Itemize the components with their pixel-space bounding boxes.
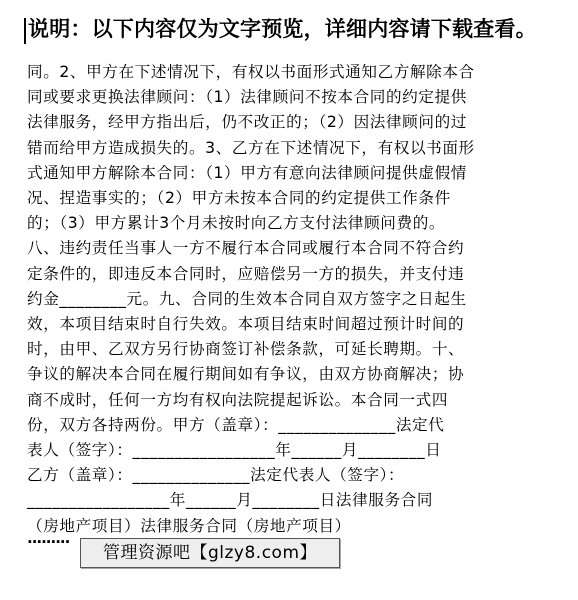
body-line: 式通知甲方解除本合同：（1）甲方有意向法律顾问提供虚假情 (27, 163, 467, 182)
body-line: 错而给甲方造成损失的。3、乙方在下述情况下，有权以书面形 (27, 138, 475, 157)
body-line: 份，双方各持两份。甲方（盖章）：______________法定代 (27, 415, 445, 434)
body-line: 法律服务，经甲方指出后，仍不改正的；（2）因法律顾问的过 (27, 113, 467, 132)
body-line: 八、违约责任当事人一方不履行本合同或履行本合同不符合约 (27, 239, 465, 258)
body-line: 乙方（盖章）：______________法定代表人（签字）： (27, 466, 405, 485)
body-line: 同或要求更换法律顾问：（1）法律顾问不按本合同的约定提供 (27, 88, 467, 107)
body-line: 约金________元。九、合同的生效本合同自双方签字之日起生 (27, 289, 467, 308)
body-line: 的；（3）甲方累计3个月未按时向乙方支付法律顾问费的。 (27, 214, 446, 233)
document-body (27, 60, 555, 539)
body-line: _________________年______月________日法律服务合同 (27, 491, 434, 510)
body-line: 况、捏造事实的；（2）甲方未按本合同的约定提供工作条件 (27, 189, 451, 208)
source-site-link[interactable]: 管理资源吧【glzy8.com】 (80, 538, 340, 568)
body-line: （房地产项目）法律服务合同（房地产项目） (27, 516, 351, 535)
ellipsis-dots: ········· (27, 533, 70, 551)
preview-notice: 说明：以下内容仅为文字预览，详细内容请下载查看。 (28, 17, 537, 41)
body-line: 定条件的，即违反本合同时，应赔偿另一方的损失，并支付违 (27, 264, 465, 283)
text-cursor (24, 18, 26, 44)
body-line: 表人（签字）：_________________年______月________日 (27, 441, 442, 460)
body-line: 时，由甲、乙双方另行协商签订补偿条款，可延长聘期。十、 (27, 340, 465, 359)
body-line: 商不成时，任何一方均有权向法院提起诉讼。本合同一式四 (27, 390, 449, 409)
body-line: 争议的解决本合同在履行期间如有争议，由双方协商解决；协 (27, 365, 465, 384)
body-line: 同。2、甲方在下述情况下，有权以书面形式通知乙方解除本合 (27, 63, 475, 81)
body-line: 效，本项目结束时自行失效。本项目结束时间超过预计时间的 (27, 315, 465, 334)
